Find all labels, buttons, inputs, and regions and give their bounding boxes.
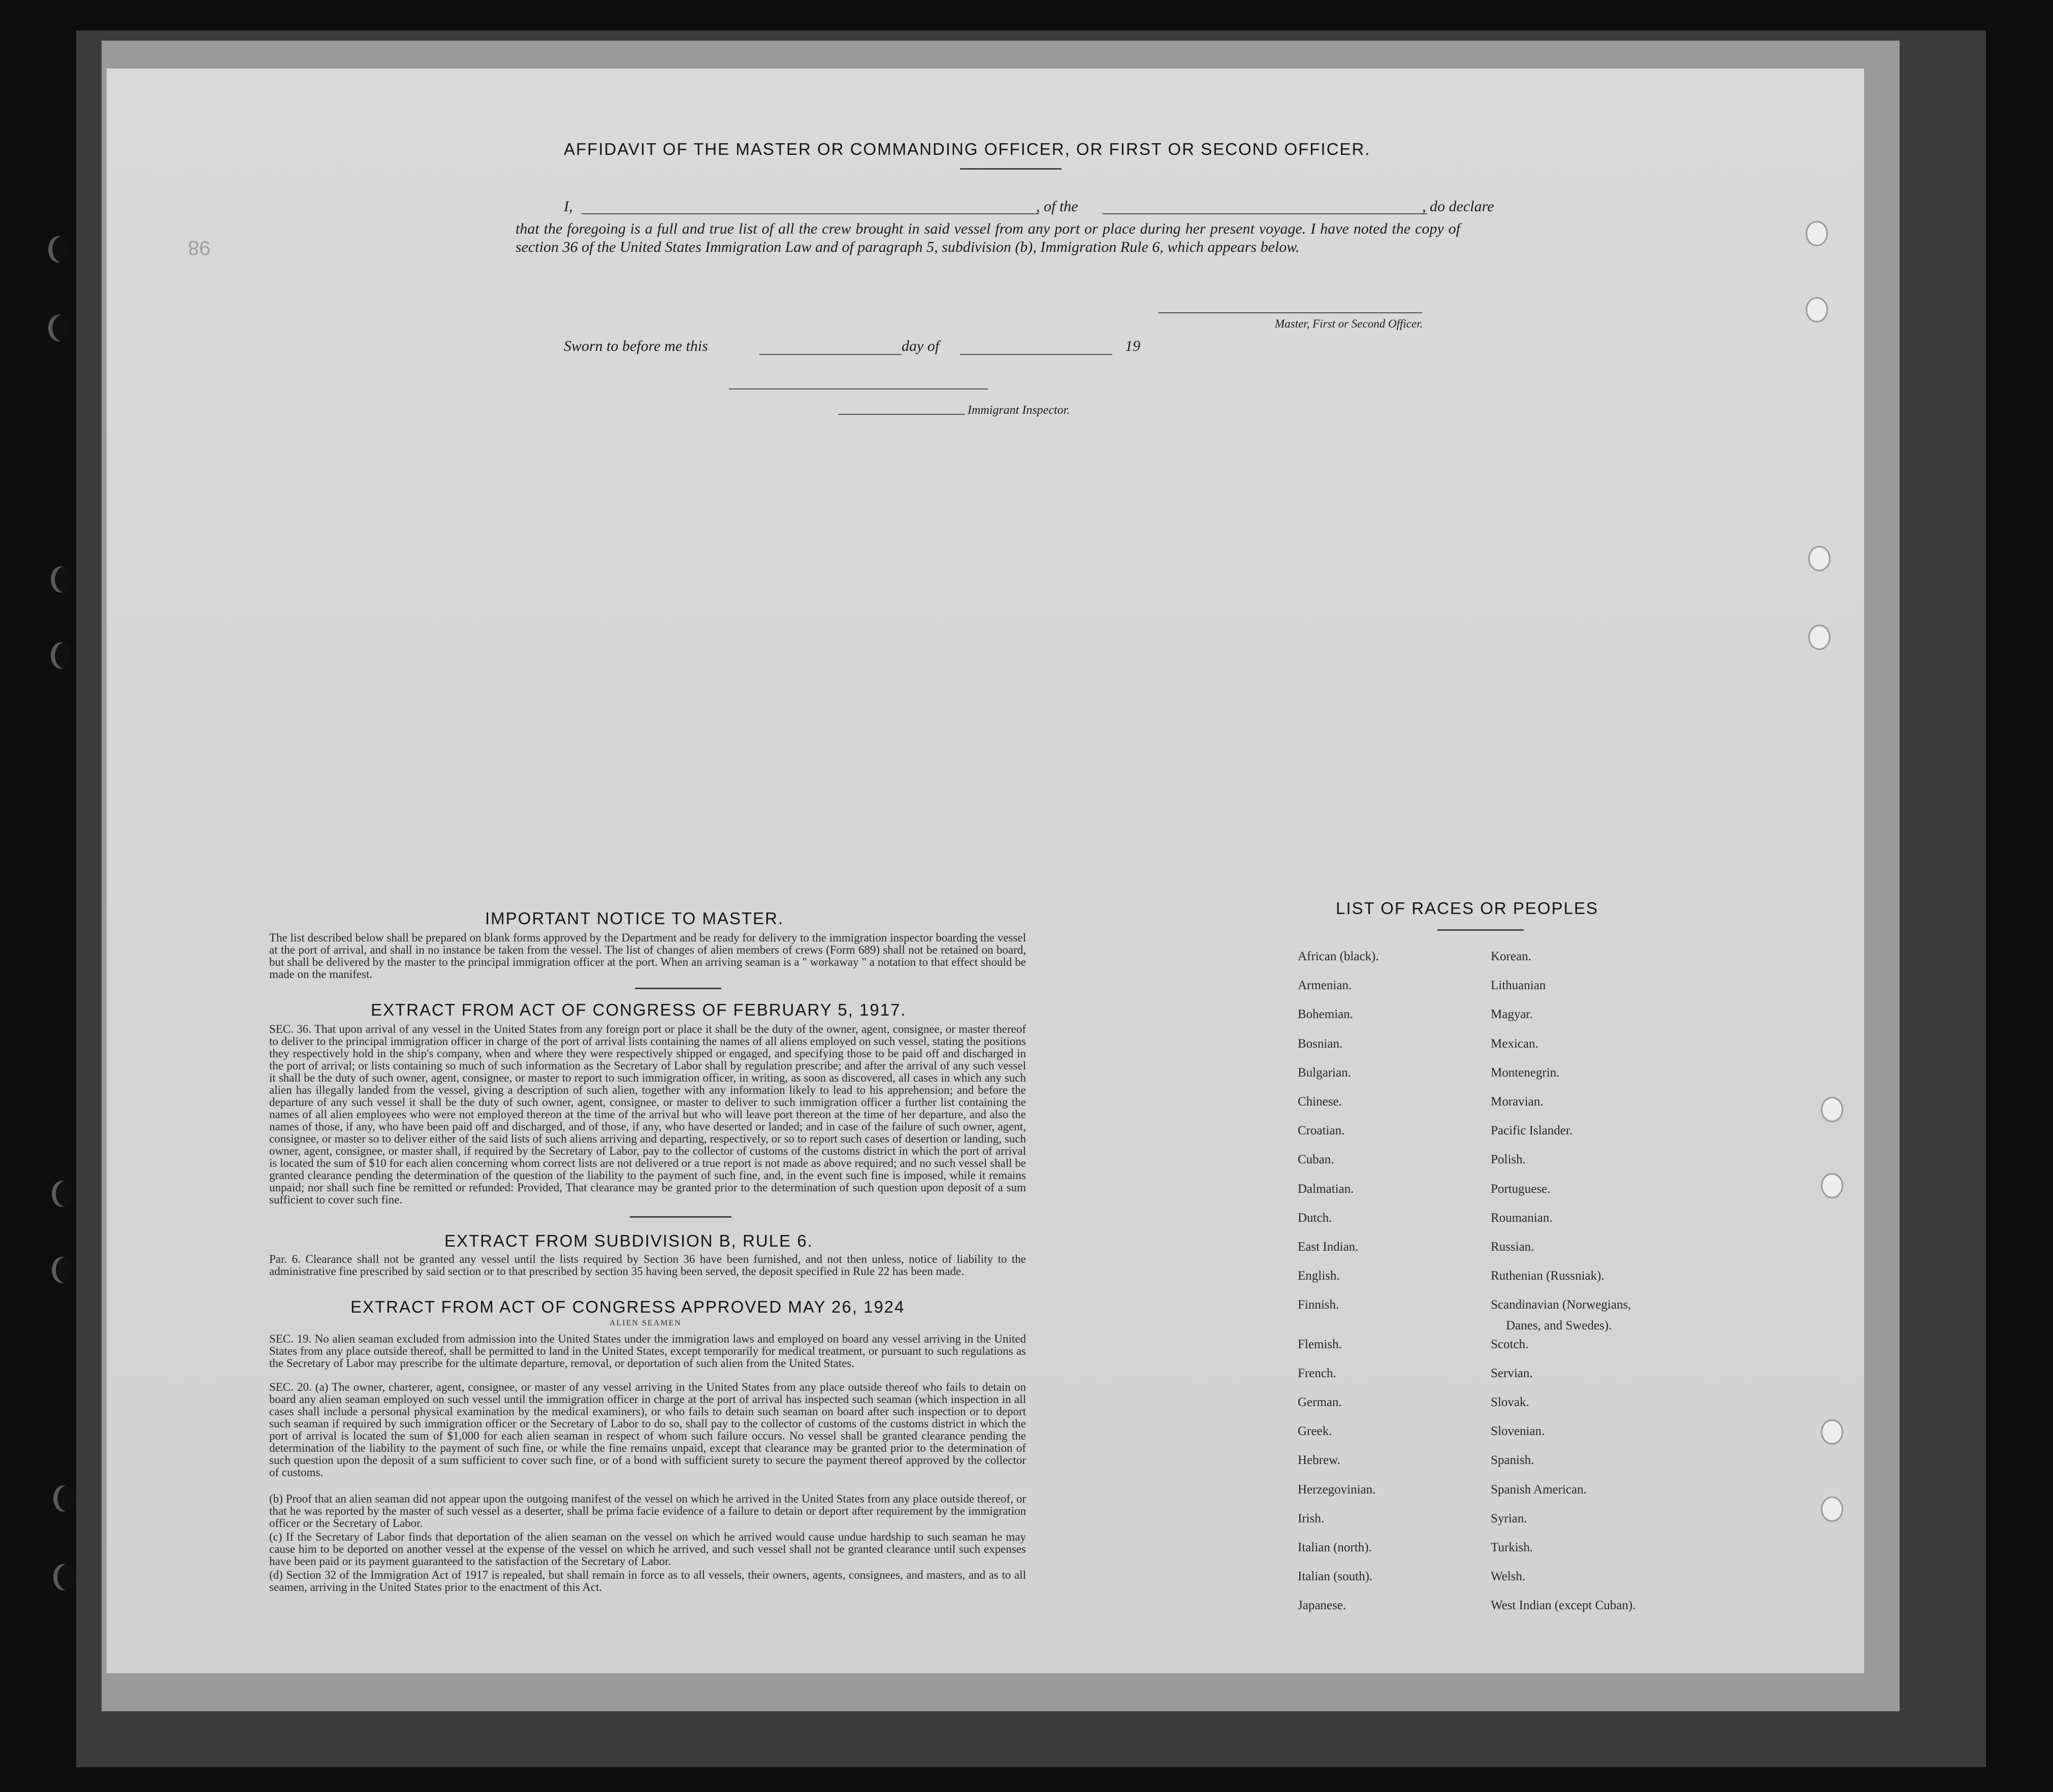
race-item: Scotch. bbox=[1491, 1337, 1529, 1351]
race-item: Pacific Islander. bbox=[1491, 1124, 1573, 1138]
race-item: Portuguese. bbox=[1491, 1182, 1551, 1196]
race-item: Italian (north). bbox=[1298, 1541, 1372, 1554]
race-item: Roumanian. bbox=[1491, 1211, 1553, 1225]
extract-1917-title: EXTRACT FROM ACT OF CONGRESS OF FEBRUARY 5, 1917. bbox=[371, 1000, 907, 1019]
sec20a-body: SEC. 20. (a) The owner, charterer, agent, consignee, or master of any vessel arriving in the United States from any place outside thereof who fails to detain on board any alien seaman employed on such vessel until the immigration officer in charge at the port of arrival has inspected such seaman (which inspection in all cases shall include a personal physical examination by the medical examiners), or who fails to detain such seaman on board after such inspection or to deport such seaman if required by such immigration officer or the Secretary of Labor to do so, shall pay to the collector of customs of the customs district in which the port of arrival is located the sum of $1,000 for each alien seaman in respect of whom such failure occurs. No vessel shall be granted clearance pending the determination of the liability to the payment of such fine, or while the fine remains unpaid, except that clearance may be granted prior to the determination of such question upon the deposit of a sum sufficient to cover such fine, or of a bond with sufficient surety to secure the payment thereof approved by the collector of customs. bbox=[269, 1381, 1026, 1479]
race-item: Hebrew. bbox=[1298, 1453, 1340, 1468]
race-item: Mexican. bbox=[1491, 1036, 1538, 1051]
extract-1917-body: SEC. 36. That upon arrival of any vessel in the United States from any foreign port or place it shall be the duty of the owner, agent, consignee, or master thereof to deliver to the principal immigration officer in charge of the port of arrival lists containing the names of all aliens employed on such vessel, stating the positions they respectively hold in the ship's company, when and where they were respectively shipped or engaged, and specifying those to be paid off and discharged in the port of arrival; or lists containing so much of such information as the Secretary of Labor shall by regulation prescribe; and after the arrival of any such vessel it shall be the duty of such owner, agent, consignee, or master to report to such immigration officer, in writing, as soon as discovered, all cases in which any such alien has illegally landed from the vessel, giving a description of such alien, together with any information likely to lead to his apprehension; and before the departure of any such vessel it shall be the duty of such owner, agent, consignee, or master to deliver to such immigration officer a further list containing the names of all alien employees who were not employed thereon at the time of the arrival but who will leave port thereon at the time of her departure, and also the names of those, if any, who have been paid off and discharged, and of those, if any, who have deserted or landed; and in case of the failure of such owner, agent, consignee, or master so to deliver either of the said lists of such aliens arriving and departing, respectively, or so to report such cases of desertion or landing, such owner, agent, consignee, or master shall, if required by the Secretary of Labor, pay to the collector of customs of the customs district in which the port of arrival is located the sum of $10 for each alien concerning whom correct lists are not delivered or a true report is not made as above required; and no such vessel shall be granted clearance pending the determination of the question of the liability to the payment of such fine, and, in the event such fine is imposed, while it remains unpaid; nor shall such fine be remitted or refunded: Provided, That clearance may be granted prior to the determination of such question upon deposit of a sum sufficient to cover such fine. bbox=[269, 1023, 1026, 1206]
officer-name-field[interactable] bbox=[582, 213, 1039, 214]
vessel-name-field[interactable] bbox=[1102, 213, 1427, 214]
race-item: Spanish American. bbox=[1491, 1482, 1587, 1496]
sworn-day-field[interactable] bbox=[759, 354, 902, 355]
divider bbox=[1437, 929, 1524, 931]
signature-label: Master, First or Second Officer. bbox=[1275, 317, 1423, 330]
divider bbox=[960, 168, 1062, 170]
margin-mark: 98 bbox=[188, 237, 211, 259]
notice-body: The list described below shall be prepared on blank forms approved by the Department and be ready for delivery to the immigration inspector boarding the vessel at the port of arrival, and shall in no instance be taken from the vessel. The list of changes of alien members of crews (Form 689) shall not be retained on board, but shall be delivered by the master to the principal immigration officer at the port. When an arriving seaman is a " workaway " a notation to that effect should be made on the manifest. bbox=[269, 931, 1026, 981]
binder-hole bbox=[52, 1257, 72, 1283]
binder-hole bbox=[52, 1181, 72, 1207]
race-item: Moravian. bbox=[1491, 1095, 1544, 1109]
race-continuation: Danes, and Swedes). bbox=[1506, 1319, 1612, 1332]
binder-hole bbox=[51, 566, 71, 593]
race-item: Bulgarian. bbox=[1298, 1065, 1351, 1080]
race-item: East Indian. bbox=[1298, 1240, 1359, 1254]
divider bbox=[635, 988, 721, 989]
year-prefix: 19 bbox=[1125, 338, 1140, 354]
races-title: LIST OF RACES OR PEOPLES bbox=[1336, 899, 1598, 918]
race-item: African (black). bbox=[1298, 950, 1379, 963]
race-item: Syrian. bbox=[1491, 1511, 1527, 1525]
affidavit-body: that the foregoing is a full and true list of all the crew brought in said vessel from any port or place during her present voyage. I have noted the copy of section 36 of the United States Immigration Law and of paragraph 5, subdivision (b), Immigration Rule 6, which appears below. bbox=[516, 220, 1460, 255]
race-item: Slovenian. bbox=[1491, 1424, 1545, 1439]
divider bbox=[630, 1216, 731, 1218]
race-item: Cuban. bbox=[1298, 1153, 1334, 1167]
sec19-body: SEC. 19. No alien seaman excluded from admission into the United States under the immigration laws and employed on board any vessel arriving in the United States from any place outside thereof, shall be permitted to land in the United States, except temporarily for medical treatment, or pursuant to such regulations as the Secretary of Labor may prescribe for the ultimate departure, removal, or deportation of such alien from the United States. bbox=[269, 1332, 1026, 1370]
race-item: Turkish. bbox=[1491, 1541, 1533, 1554]
race-item: Herzegovinian. bbox=[1298, 1482, 1376, 1496]
race-item: West Indian (except Cuban). bbox=[1491, 1599, 1636, 1613]
binder-hole bbox=[1821, 1496, 1843, 1522]
race-item: Irish. bbox=[1298, 1511, 1325, 1525]
notice-title: IMPORTANT NOTICE TO MASTER. bbox=[485, 909, 784, 928]
race-item: Greek. bbox=[1298, 1424, 1332, 1439]
sec20b-body: (b) Proof that an alien seaman did not appear upon the outgoing manifest of the vessel on which he arrived in the United States from any place outside thereof, or that he was reported by the master of such vessel as a deserter, shall be prima facie evidence of a failure to detain or deport after requirement by the immigration officer or the Secretary of Labor. bbox=[269, 1492, 1026, 1529]
race-item: Japanese. bbox=[1298, 1599, 1346, 1613]
race-item: Slovak. bbox=[1491, 1395, 1529, 1409]
race-item: Bosnian. bbox=[1298, 1036, 1343, 1051]
race-item: Spanish. bbox=[1491, 1453, 1534, 1468]
extract-1924-subtitle: ALIEN SEAMEN bbox=[610, 1319, 682, 1327]
race-item: Dalmatian. bbox=[1298, 1182, 1354, 1196]
race-item: Korean. bbox=[1491, 950, 1531, 963]
race-item: Armenian. bbox=[1298, 979, 1352, 993]
race-item: Servian. bbox=[1491, 1366, 1533, 1380]
race-item: Scandinavian (Norwegians, bbox=[1491, 1298, 1631, 1312]
race-item: English. bbox=[1298, 1269, 1340, 1283]
race-item: Chinese. bbox=[1298, 1095, 1342, 1109]
do-declare-label: , do declare bbox=[1422, 198, 1494, 215]
binder-hole bbox=[51, 642, 71, 669]
binder-hole bbox=[1808, 625, 1831, 650]
form-page bbox=[107, 69, 1864, 1673]
binder-hole bbox=[1821, 1419, 1843, 1445]
inspector-label: Immigrant Inspector. bbox=[968, 404, 1070, 417]
of-the-label: , of the bbox=[1036, 198, 1078, 215]
extract-rule6-title: EXTRACT FROM SUBDIVISION B, RULE 6. bbox=[444, 1231, 813, 1250]
race-item: Welsh. bbox=[1491, 1570, 1526, 1584]
race-item: Croatian. bbox=[1298, 1124, 1345, 1138]
binder-hole bbox=[53, 1564, 74, 1590]
race-item: Flemish. bbox=[1298, 1337, 1342, 1351]
race-item: Italian (south). bbox=[1298, 1570, 1373, 1584]
master-signature-field[interactable] bbox=[1158, 312, 1422, 313]
extract-rule6-body: Par. 6. Clearance shall not be granted any vessel until the lists required by Section 36 have been furnished, and not then unless, notice of liability to the administrative fine prescribed by said section or to that prescribed by section 35 having been served, the deposit specified in Rule 22 has been made. bbox=[269, 1253, 1026, 1278]
binder-hole bbox=[1806, 221, 1828, 246]
binder-hole bbox=[1808, 546, 1831, 571]
binder-hole bbox=[48, 315, 69, 341]
binder-hole bbox=[1821, 1173, 1843, 1198]
extract-1924-title: EXTRACT FROM ACT OF CONGRESS APPROVED MAY 26, 1924 bbox=[350, 1297, 905, 1316]
race-item: Ruthenian (Russniak). bbox=[1491, 1269, 1605, 1283]
inspector-line bbox=[838, 414, 965, 415]
race-item: Bohemian. bbox=[1298, 1007, 1354, 1022]
day-of-label: day of bbox=[902, 338, 940, 354]
race-item: Polish. bbox=[1491, 1153, 1526, 1167]
race-item: Finnish. bbox=[1298, 1298, 1339, 1312]
sworn-before-label: Sworn to before me this bbox=[564, 338, 708, 354]
binder-hole bbox=[1821, 1097, 1843, 1122]
binder-hole bbox=[48, 236, 69, 263]
sec20d-body: (d) Section 32 of the Immigration Act of 1917 is repealed, but shall remain in force as to all vessels, their owners, agents, consignees, and masters, and as to all seamen, arriving in the United States prior to the enactment of this Act. bbox=[269, 1569, 1026, 1593]
race-item: Lithuanian bbox=[1491, 979, 1546, 993]
race-item: German. bbox=[1298, 1395, 1342, 1409]
race-item: Dutch. bbox=[1298, 1211, 1332, 1225]
race-item: Magyar. bbox=[1491, 1007, 1533, 1022]
race-item: Russian. bbox=[1491, 1240, 1534, 1254]
sworn-month-field[interactable] bbox=[960, 354, 1112, 355]
inspector-signature-field[interactable] bbox=[729, 388, 988, 389]
race-item: Montenegrin. bbox=[1491, 1065, 1560, 1080]
binder-hole bbox=[1806, 297, 1828, 322]
affidavit-title: AFFIDAVIT OF THE MASTER OR COMMANDING OFFICER, OR FIRST OR SECOND OFFICER. bbox=[564, 140, 1371, 158]
sec20c-body: (c) If the Secretary of Labor finds that deportation of the alien seaman on the vessel on which he arrived would cause undue hardship to such seaman he may cause him to be deported on another vessel at the expense of the vessel on which he arrived, and such vessel shall not be granted clearance until such expenses have been paid or its payment guaranteed to the satisfaction of the Secretary of Labor. bbox=[269, 1530, 1026, 1568]
binder-hole bbox=[53, 1485, 74, 1512]
affidavit-pronoun: I, bbox=[564, 198, 573, 215]
race-item: French. bbox=[1298, 1366, 1336, 1380]
